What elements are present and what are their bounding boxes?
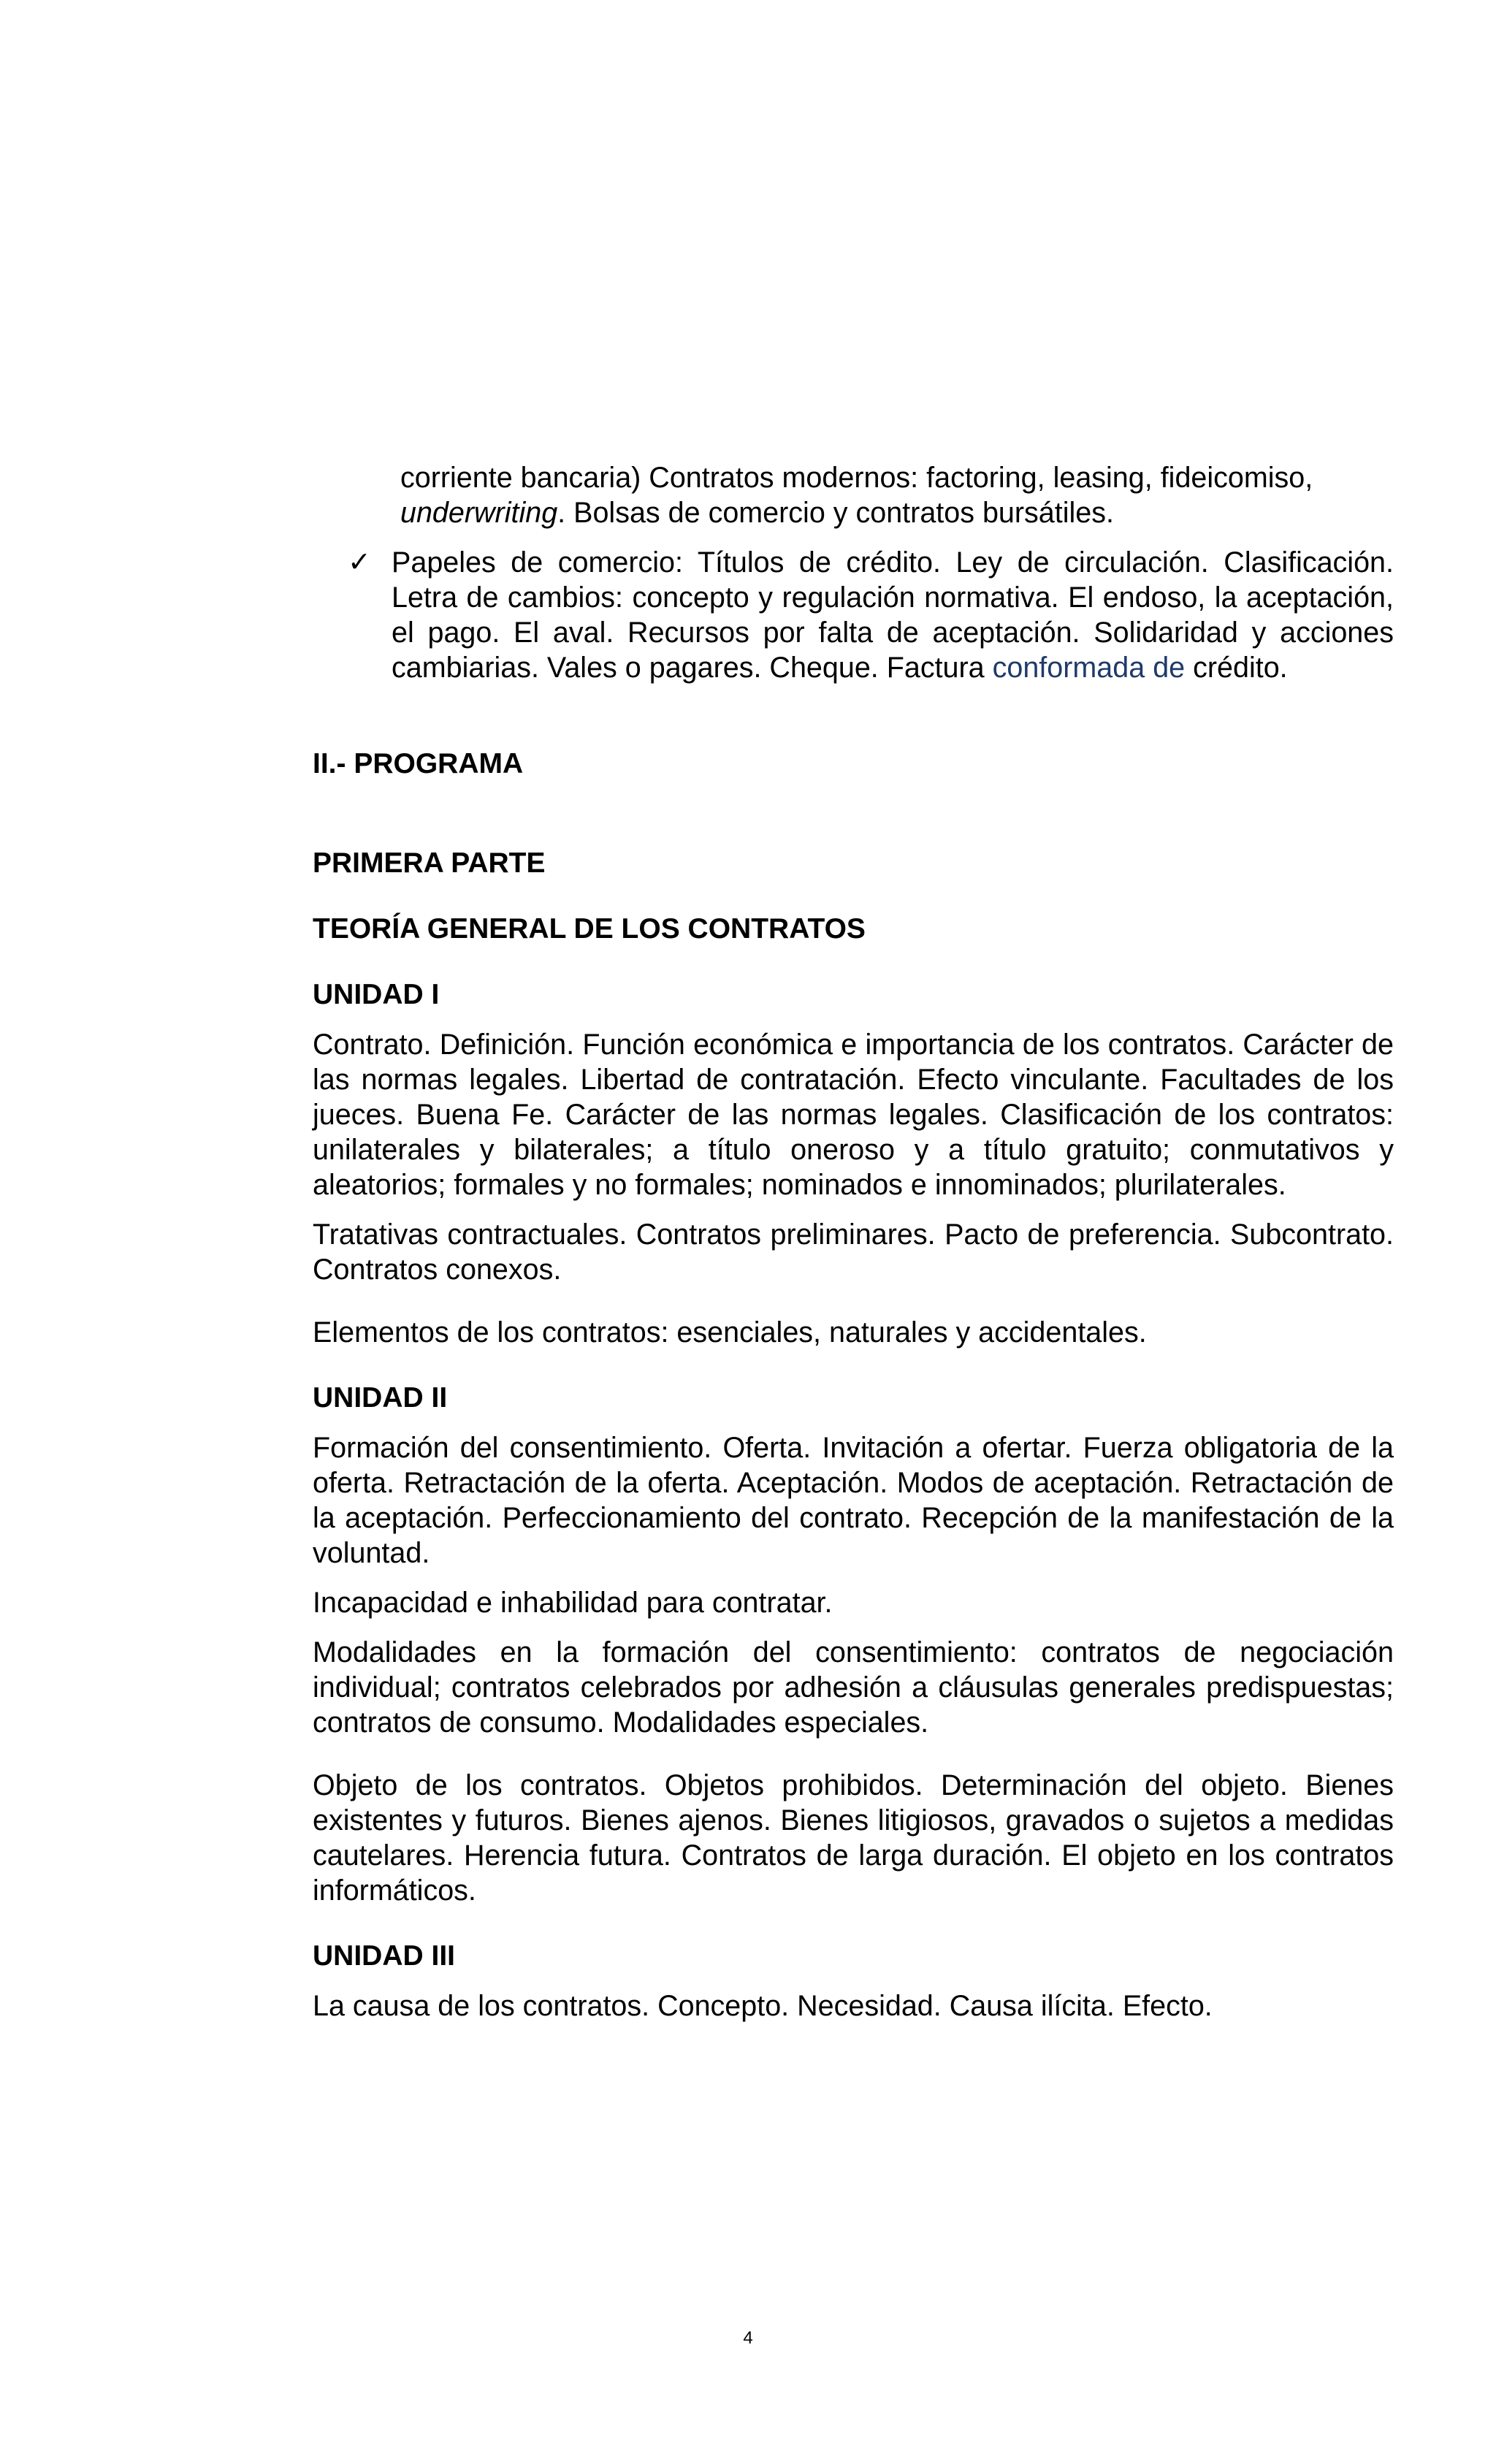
check-icon: ✓ xyxy=(348,547,371,578)
unit-2-paragraph-4: Objeto de los contratos. Objetos prohibidos. Determinación del objeto. Bienes existentes y futuros. Bienes ajenos. Bienes litigiosos, gravados o sujetos a medidas cautelares. Herencia futura. Contratos de larga duración. El objeto en los contratos informáticos. xyxy=(313,1769,1394,1907)
unit-3-paragraph-1: La causa de los contratos. Concepto. Necesidad. Causa ilícita. Efecto. xyxy=(313,1990,1213,2022)
continuation-line-2: . Bolsas de comercio y contratos bursátiles. xyxy=(557,497,1114,529)
unit-1-paragraph-2: Tratativas contractuales. Contratos preliminares. Pacto de preferencia. Subcontrato. Contratos conexos. xyxy=(313,1218,1394,1286)
section-heading-primera-parte: PRIMERA PARTE xyxy=(313,847,546,879)
check-item-text-end: crédito. xyxy=(1193,652,1288,684)
document-body xyxy=(313,460,1394,2024)
italic-term: underwriting xyxy=(400,497,558,529)
unit-heading-2: UNIDAD II xyxy=(313,1382,448,1414)
continuation-paragraph xyxy=(313,460,1394,530)
unit-heading-1: UNIDAD I xyxy=(313,979,440,1010)
unit-1-paragraph-1: Contrato. Definición. Función económica e importancia de los contratos. Carácter de las normas legales. Libertad de contratación. Efecto vinculante. Facultades de los jueces. Buena Fe. Carácter de las normas legales. Clasificación de los contratos: unilaterales y bilaterales; a título oneroso y a título gratuito; conmutativos y aleatorios; formales y no formales; nominados e innominados; plurilaterales. xyxy=(313,1029,1394,1201)
section-heading-programa: II.- PROGRAMA xyxy=(313,748,524,779)
section-heading-teoria-general: TEORÍA GENERAL DE LOS CONTRATOS xyxy=(313,913,866,945)
unit-heading-3: UNIDAD III xyxy=(313,1940,455,1972)
unit-2-paragraph-2: Incapacidad e inhabilidad para contratar. xyxy=(313,1587,833,1619)
unit-2-paragraph-3: Modalidades en la formación del consentimiento: contratos de negociación individual; contratos celebrados por adhesión a cláusulas generales predispuestas; contratos de consumo. Modalidades especiales. xyxy=(313,1636,1394,1739)
unit-1-paragraph-3: Elementos de los contratos: esenciales, naturales y accidentales. xyxy=(313,1316,1147,1349)
check-item-blue-text: conformada de xyxy=(992,652,1186,684)
unit-2-paragraph-1: Formación del consentimiento. Oferta. Invitación a ofertar. Fuerza obligatoria de la oferta. Retractación de la oferta. Aceptación. Modos de aceptación. Retractación de la aceptación. Perfeccionamiento del contrato. Recepción de la manifestación de la voluntad. xyxy=(313,1432,1394,1569)
checklist-item-papeles-de-comercio xyxy=(313,545,1394,685)
page-number: 4 xyxy=(743,2328,753,2348)
check-item-text: Papeles de comercio: Títulos de crédito. Ley de circulación. Clasificación. Letra de cambios: concepto y regulación normativa. El endoso, la aceptación, el pago. El aval. Recursos por falta de aceptación. Solidaridad y acciones cambiarias. Vales o pagares. Cheque. Factura xyxy=(392,546,1394,684)
continuation-line-1: corriente bancaria) Contratos modernos: factoring, leasing, fideicomiso, xyxy=(400,462,1313,494)
